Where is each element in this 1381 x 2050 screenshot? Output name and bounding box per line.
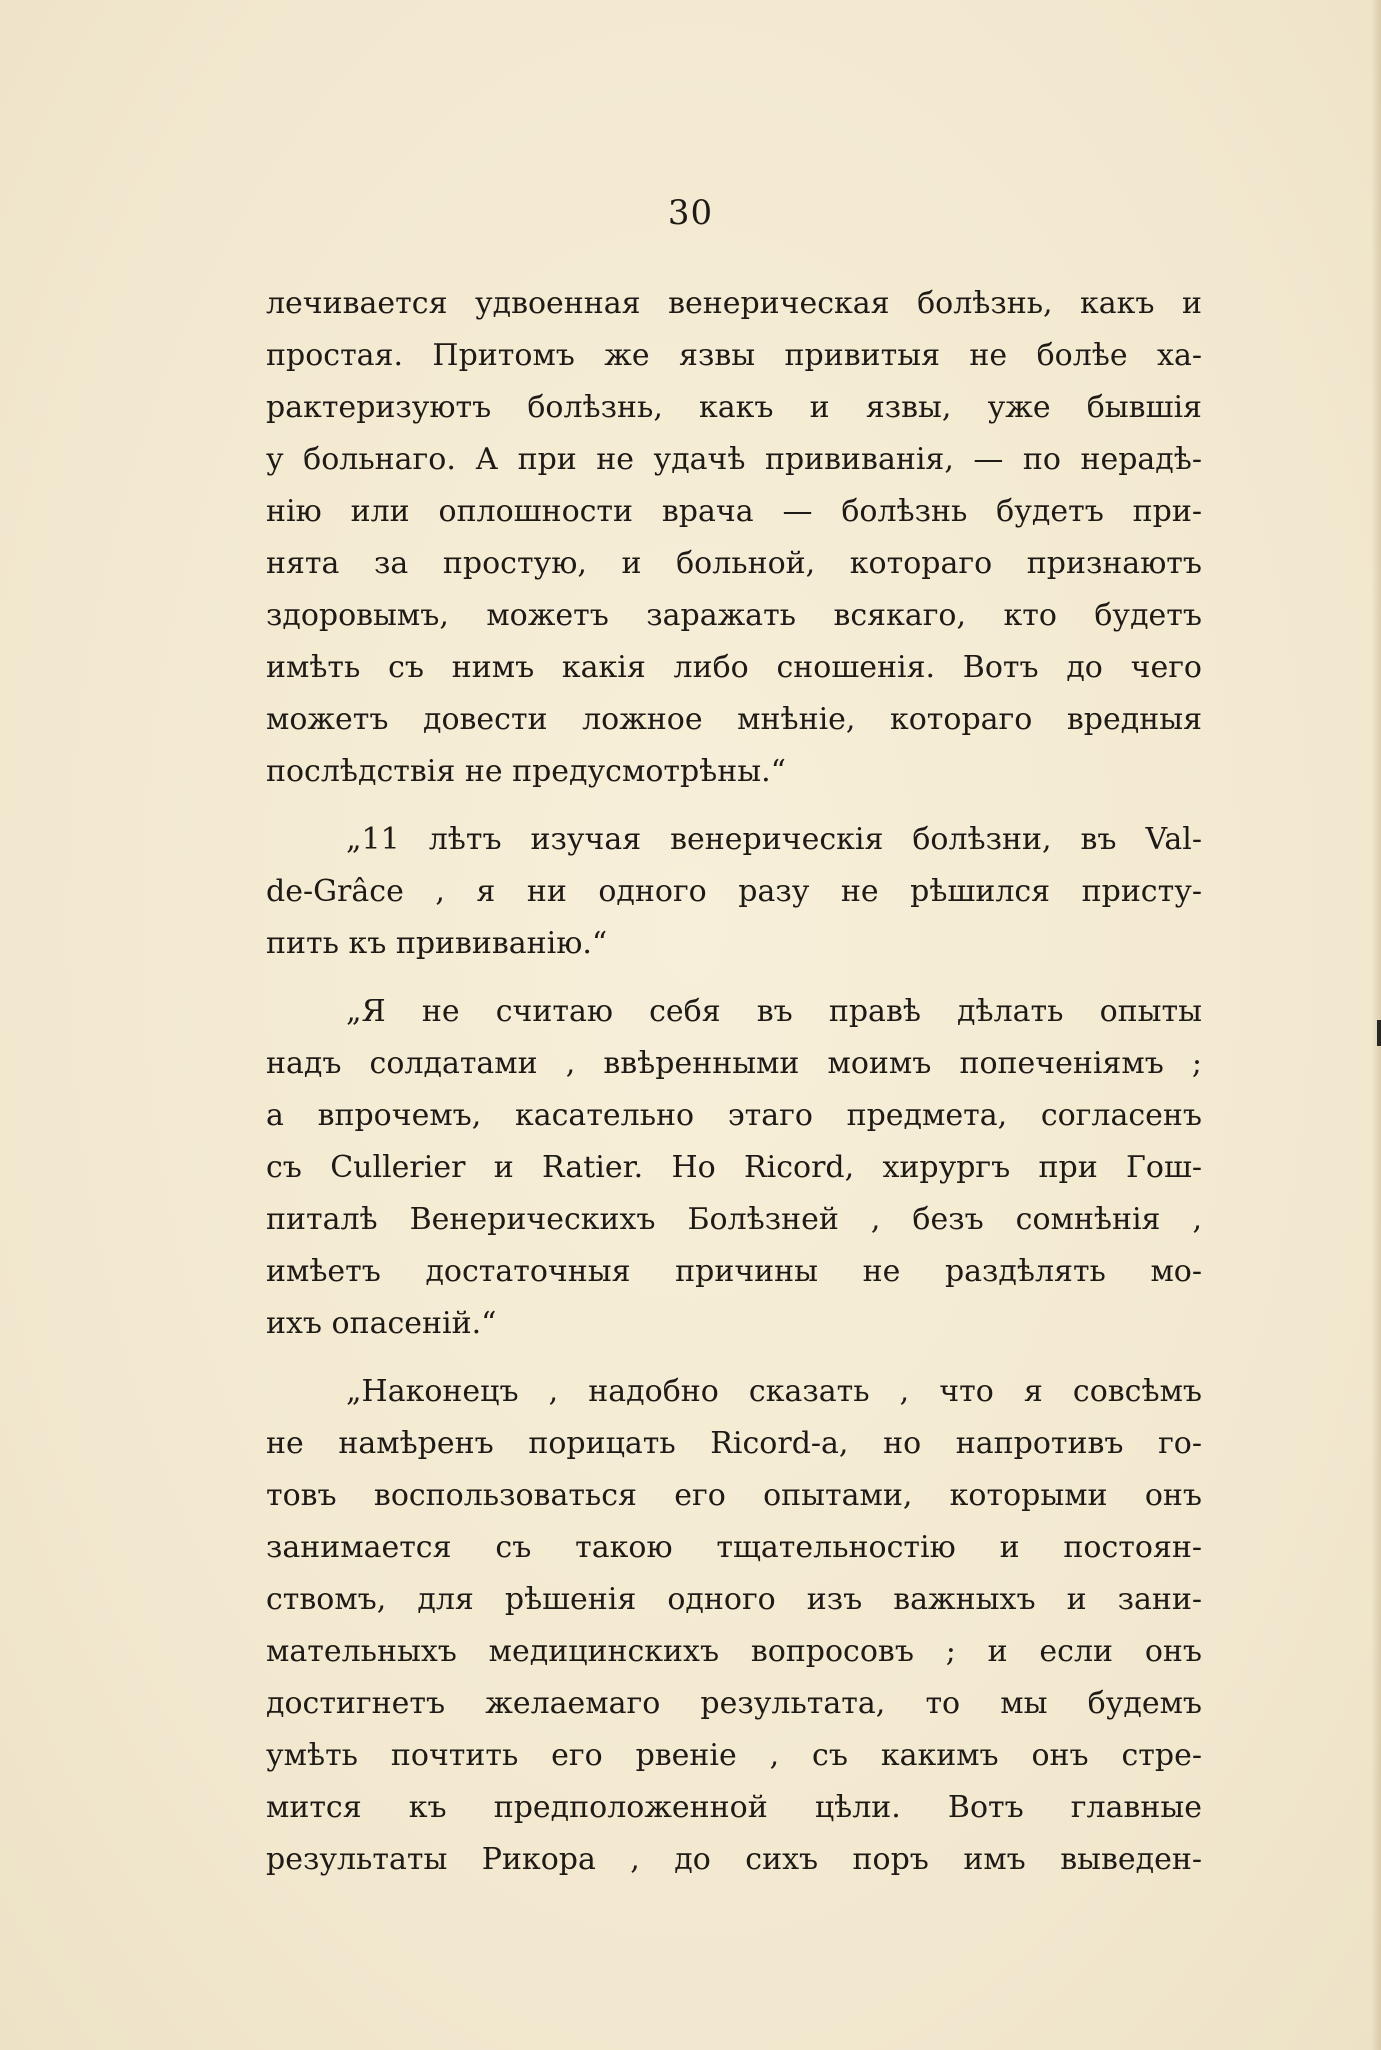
text-line: достигнетъ желаемаго результата, то мы будемъ bbox=[266, 1686, 1202, 1721]
text-line: имѣть съ нимъ какія либо сношенія. Вотъ до чего bbox=[266, 650, 1202, 685]
text-line: у больнаго. А при не удачѣ прививанія, — по нерадѣ- bbox=[266, 442, 1202, 477]
text-line: рактеризуютъ болѣзнь, какъ и язвы, уже бывшія bbox=[266, 390, 1202, 425]
paragraph-1 bbox=[266, 278, 1202, 798]
text-line: съ Cullerier и Ratier. Но Ricord, хирургъ при Гош- bbox=[266, 1150, 1202, 1185]
text-line: умѣть почтить его рвеніе , съ какимъ онъ стре- bbox=[266, 1738, 1202, 1773]
text-line: а впрочемъ, касательно этаго предмета, согласенъ bbox=[266, 1098, 1202, 1133]
text-line: результаты Рикора , до сихъ поръ имъ выведен- bbox=[266, 1842, 1202, 1877]
text-line: „Наконецъ , надобно сказать , что я совсѣмъ bbox=[346, 1374, 1202, 1409]
text-line: пить къ прививанію.“ bbox=[266, 926, 608, 961]
text-line: нію или оплошности врача — болѣзнь будетъ при- bbox=[266, 494, 1202, 529]
body-text bbox=[266, 278, 1202, 1886]
text-line: не намѣренъ порицать Ricord-а, но напротивъ го- bbox=[266, 1426, 1202, 1461]
text-line: занимается съ такою тщательностію и постоян- bbox=[266, 1530, 1202, 1565]
paragraph-2 bbox=[266, 814, 1202, 970]
text-line: послѣдствія не предусмотрѣны.“ bbox=[266, 754, 787, 789]
text-line: нята за простую, и больной, котораго признаютъ bbox=[266, 546, 1202, 581]
paragraph-4 bbox=[266, 1366, 1202, 1886]
text-line: de-Grâce , я ни одного разу не рѣшился присту- bbox=[266, 874, 1202, 909]
text-line: мательныхъ медицинскихъ вопросовъ ; и если онъ bbox=[266, 1634, 1202, 1669]
text-line: лечивается удвоенная венерическая болѣзнь, какъ и bbox=[266, 286, 1202, 321]
text-line: ихъ опасеній.“ bbox=[266, 1306, 497, 1341]
text-line: простая. Притомъ же язвы привитыя не болѣе ха- bbox=[266, 338, 1202, 373]
text-line: ствомъ, для рѣшенія одного изъ важныхъ и зани- bbox=[266, 1582, 1202, 1617]
text-line: можетъ довести ложное мнѣніе, котораго вредныя bbox=[266, 702, 1202, 737]
text-line: мится къ предположенной цѣли. Вотъ главные bbox=[266, 1790, 1202, 1825]
text-line: имѣетъ достаточныя причины не раздѣлять мо- bbox=[266, 1254, 1202, 1289]
text-line: здоровымъ, можетъ заражать всякаго, кто будетъ bbox=[266, 598, 1202, 633]
text-line: товъ воспользоваться его опытами, которыми онъ bbox=[266, 1478, 1202, 1513]
page-number: 30 bbox=[667, 193, 714, 233]
page-edge-mark bbox=[1377, 1020, 1381, 1046]
text-line: „Я не считаю себя въ правѣ дѣлать опыты bbox=[346, 994, 1202, 1029]
paragraph-3 bbox=[266, 986, 1202, 1350]
text-line: питалѣ Венерическихъ Болѣзней , безъ сомнѣнія , bbox=[266, 1202, 1202, 1237]
text-line: надъ солдатами , ввѣренными моимъ попеченіямъ ; bbox=[266, 1046, 1202, 1081]
text-line: „11 лѣтъ изучая венерическія болѣзни, въ Val- bbox=[346, 822, 1202, 857]
